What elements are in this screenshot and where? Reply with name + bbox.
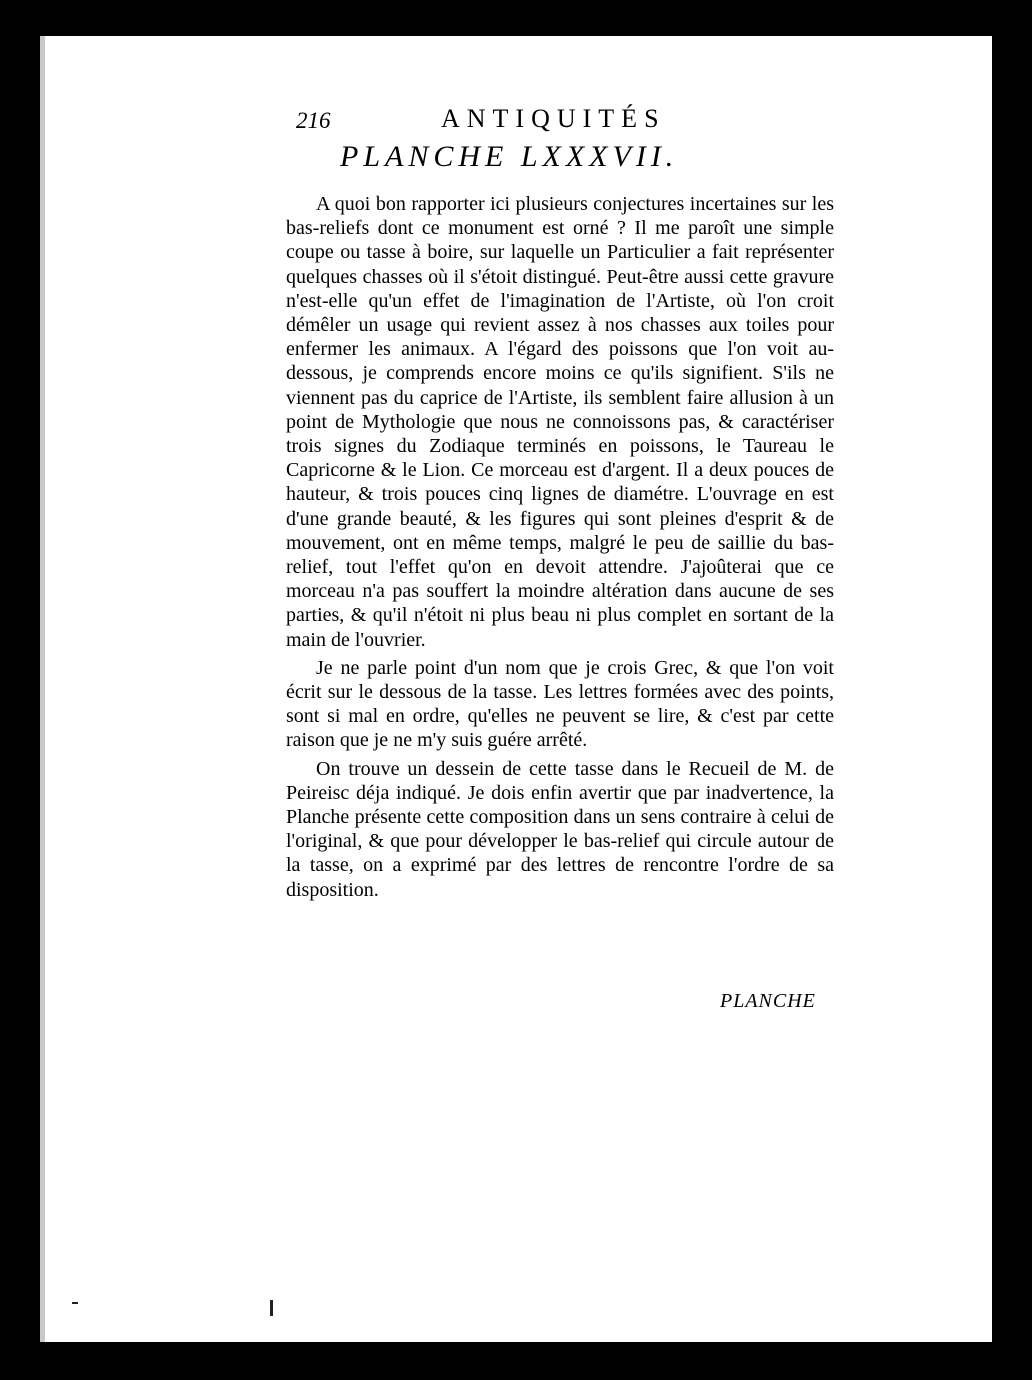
ink-speck [72, 1302, 78, 1304]
paragraph-3: On trouve un dessein de cette tasse dans le Recueil de M. de Peireisc déja indiqué. Je dois enfin avertir que par inadvertence, la Planche présente cette composition dans un sens contraire à celui de l'original, & que pour développer le bas-relief qui circule autour de la tasse, on a exprimé par des lettres de rencontre l'ordre de sa disposition. [286, 757, 834, 901]
paragraph-1: A quoi bon rapporter ici plusieurs conjectures incertaines sur les bas-reliefs dont ce monument est orné ? Il me paroît une simple coupe ou tasse à boire, sur laquelle un Particulier a fait représenter quelques chasses où il s'étoit distingué. Peut-être aussi cette gravure n'est-elle qu'un effet de l'imagination de l'Artiste, où l'on croit démêler un usage qui revient assez à nos chasses aux toiles pour enfermer les animaux. A l'égard des poissons que l'on voit au-dessous, je comprends encore moins ce qu'ils signifient. S'ils ne viennent pas du caprice de l'Artiste, ils semblent faire allusion à un point de Mythologie que nous ne connoissons pas, & caractériser trois signes du Zodiaque terminés en poissons, le Taureau le Capricorne & le Lion. Ce morceau est d'argent. Il a deux pouces de hauteur, & trois pouces cinq lignes de diamétre. L'ouvrage en est d'une grande beauté, & les figures qui sont pleines d'esprit & de mouvement, ont en même temps, malgré le peu de saillie du bas-relief, tout l'effet qu'on en devoit attendre. J'ajoûterai que ce morceau n'a pas souffert la moindre altération dans aucune de ses parties, & qu'il n'étoit ni plus beau ni plus complet en sortant de la main de l'ouvrier. [286, 193, 834, 651]
catchword: PLANCHE [720, 990, 816, 1012]
book-title: ANTIQUITÉS [441, 104, 666, 133]
body-text [286, 192, 834, 906]
page-gutter-shadow [40, 36, 45, 1342]
plate-title: PLANCHE LXXXVII. [340, 140, 679, 173]
page-number: 216 [296, 108, 331, 133]
running-head [296, 104, 836, 144]
paragraph-2: Je ne parle point d'un nom que je crois Grec, & que l'on voit écrit sur le dessous de la tasse. Les lettres formées avec des points, sont si mal en ordre, qu'elles ne peuvent se lire, & c'est par cette raison que je ne m'y suis guére arrêté. [286, 656, 834, 752]
ink-speck [270, 1300, 273, 1316]
